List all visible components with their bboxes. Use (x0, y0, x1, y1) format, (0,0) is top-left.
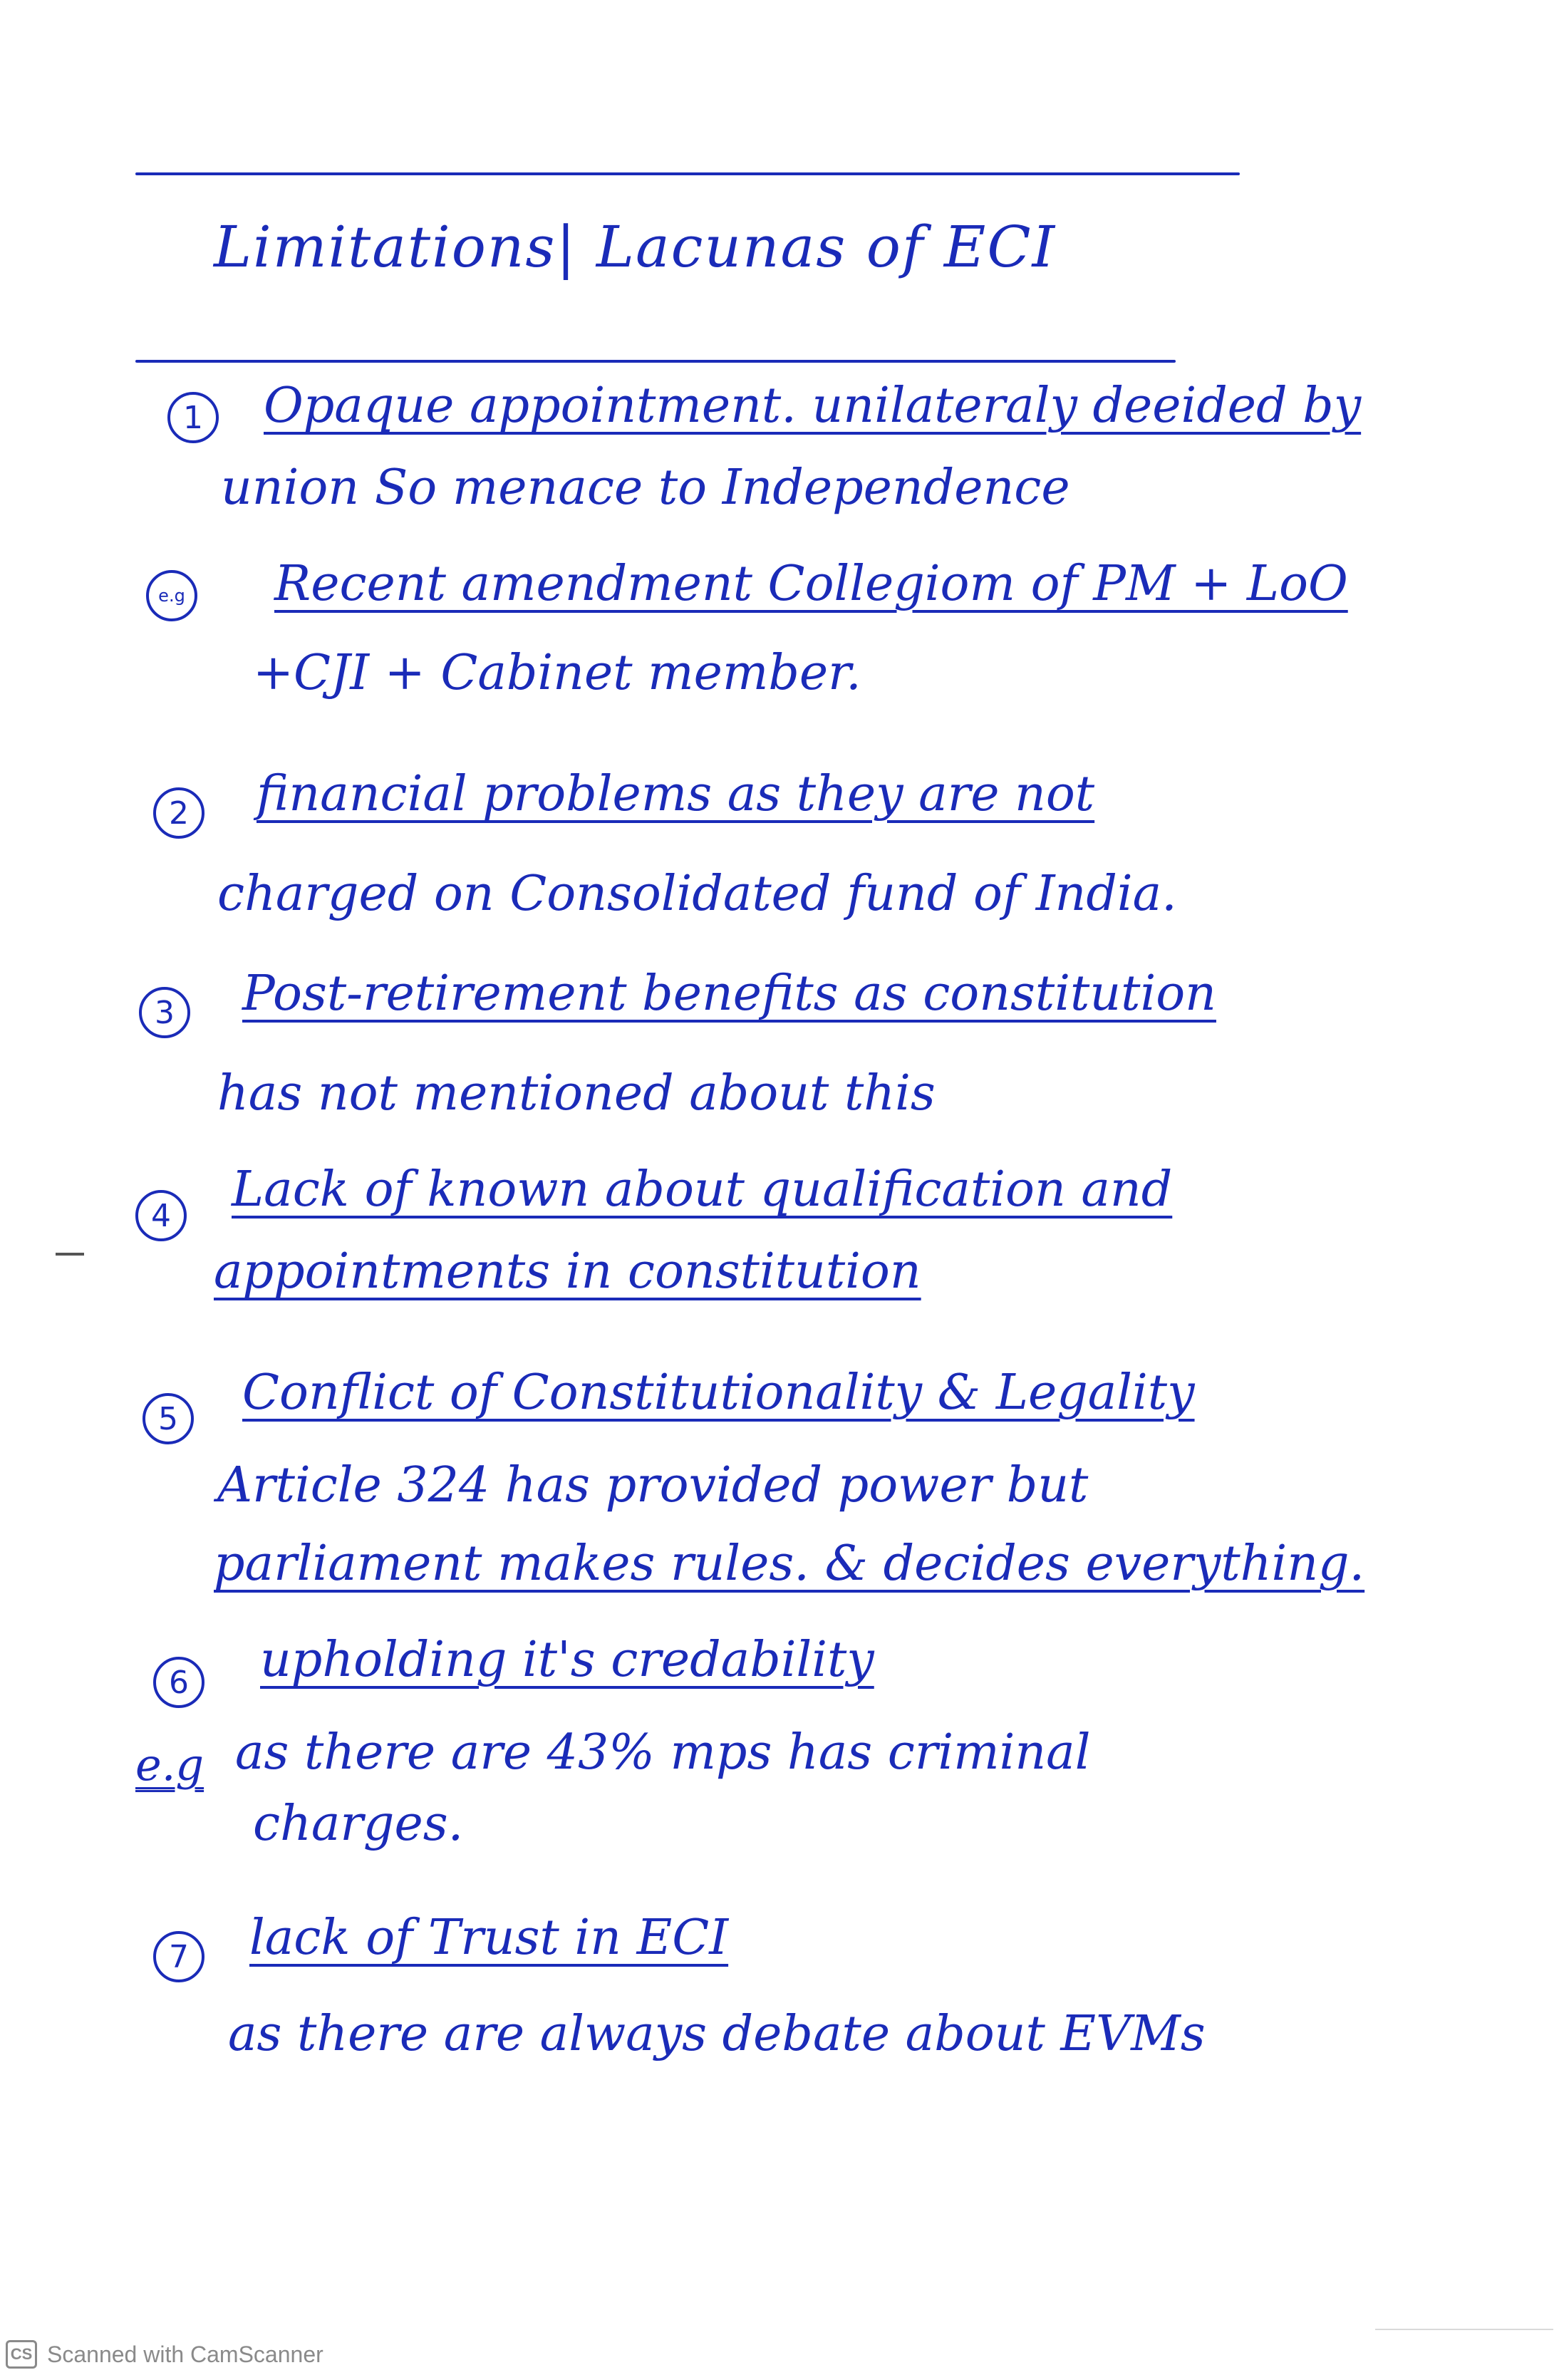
item-number-7: 7 (153, 1931, 204, 1982)
item-3-line-1: Post-retirement benefits as constitution (242, 966, 1216, 1022)
item-number-5: 5 (143, 1393, 194, 1444)
item-number-3: 3 (139, 987, 190, 1038)
item-6-line-2: as there are 43% mps has criminal (235, 1724, 1091, 1781)
top-rule (135, 172, 1240, 175)
item-number-6: 6 (153, 1657, 204, 1708)
item-7-line-1: lack of Trust in ECI (249, 1910, 729, 1966)
item-4-line-1: Lack of known about qualification and (232, 1161, 1173, 1218)
item-number-eg: e.g (146, 570, 197, 621)
item-3-line-2: has not mentioned about this (217, 1065, 936, 1122)
item-5-line-3: parliament makes rules. & decides everything. (214, 1536, 1365, 1592)
item-7-line-2: as there are always debate about EVMs (228, 2006, 1206, 2062)
item-5-line-2: Article 324 has provided power but (217, 1457, 1089, 1514)
item-6-line-1: upholding it's credability (260, 1632, 874, 1688)
margin-dash (56, 1253, 84, 1256)
item-2-line-2: charged on Consolidated fund of India. (217, 866, 1177, 922)
item-number-1: 1 (167, 392, 219, 443)
item-1-line-2: union So menace to Independence (221, 460, 1070, 516)
item-5-line-1: Conflict of Constitutionality & Legality (242, 1365, 1195, 1421)
page-title: Limitations| Lacunas of ECI (214, 214, 1057, 280)
eg-line-1: Recent amendment Collegiom of PM + LoO (274, 556, 1348, 612)
title-rule (135, 360, 1176, 363)
item-number-4: 4 (135, 1190, 187, 1241)
scanner-footer-text: Scanned with CamScanner (47, 2341, 323, 2367)
footer-rule (1375, 2329, 1553, 2330)
eg-label: e.g (135, 1739, 204, 1791)
item-2-line-1: financial problems as they are not (257, 766, 1095, 822)
item-1-line-1: Opaque appointment. unilateraly deeided by (264, 378, 1362, 434)
camscanner-logo-icon: CS (6, 2340, 37, 2369)
item-number-2: 2 (153, 787, 204, 839)
eg-line-2: +CJI + Cabinet member. (253, 645, 861, 701)
scanner-footer (6, 2340, 323, 2369)
item-6-line-3: charges. (253, 1796, 464, 1852)
item-4-line-2: appointments in constitution (214, 1243, 921, 1300)
